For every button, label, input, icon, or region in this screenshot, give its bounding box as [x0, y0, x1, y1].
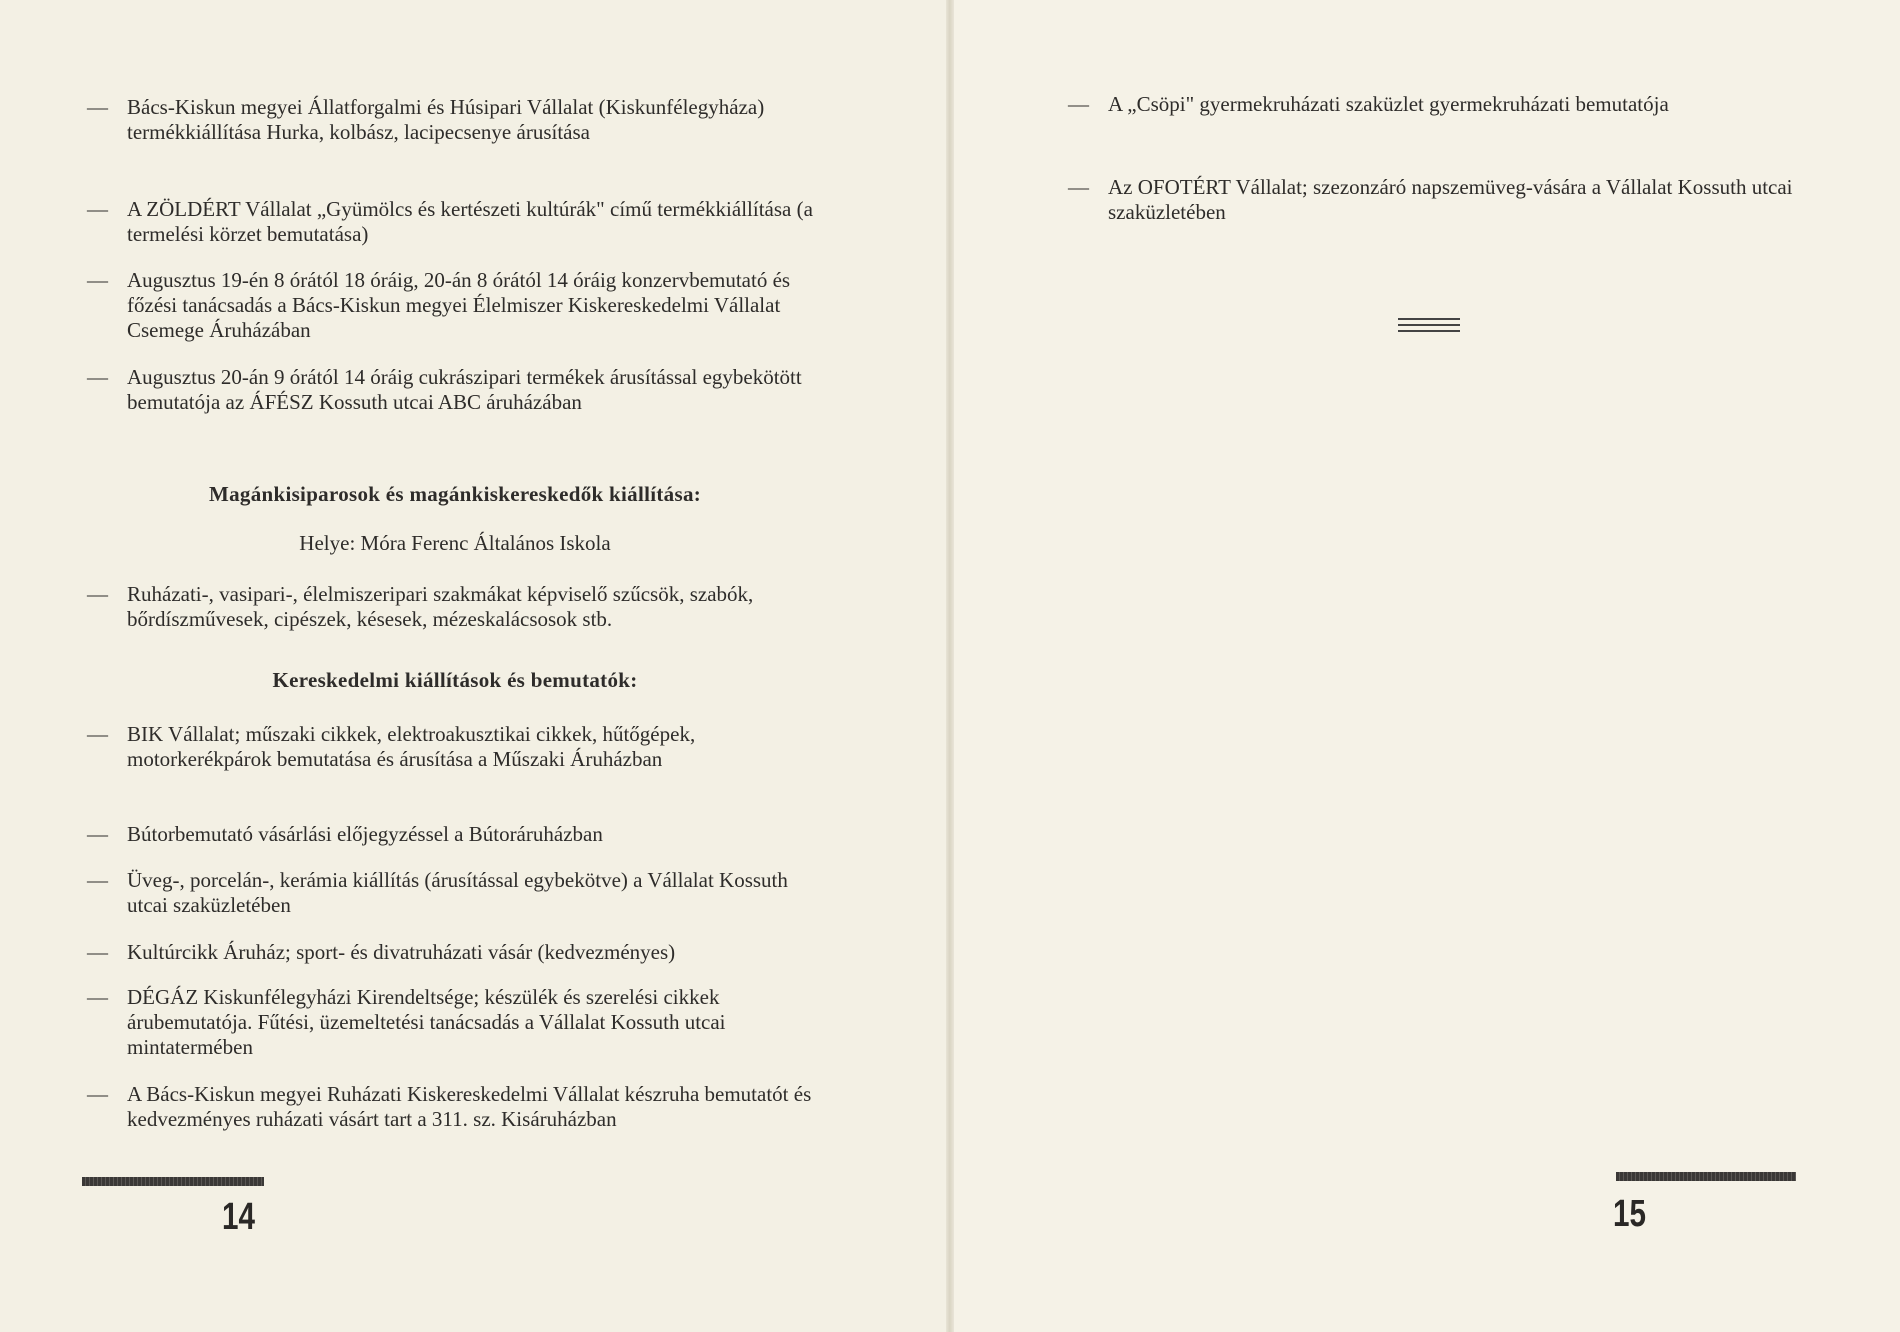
footer-rule	[82, 1177, 264, 1186]
item-dash: —	[87, 365, 108, 389]
item-dash: —	[87, 197, 108, 221]
list-item	[87, 197, 817, 247]
item-text: Augusztus 19-én 8 órától 18 óráig, 20-án 8 órától 14 óráig konzervbemutató és főzési tanácsadás a Bács-Kiskun megyei Élelmiszer Kiskereskedelmi Vállalat Csemege Áruházában	[127, 268, 791, 342]
item-dash: —	[1068, 175, 1089, 199]
item-dash: —	[87, 582, 108, 606]
list-item	[87, 365, 817, 415]
section-heading-trade: Kereskedelmi kiállítások és bemutatók:	[272, 668, 638, 692]
list-item	[87, 1082, 817, 1132]
item-dash: —	[87, 268, 108, 292]
item-text: Bútorbemutató vásárlási előjegyzéssel a Bútoráruházban	[127, 822, 603, 846]
item-dash: —	[87, 822, 108, 846]
item-dash: —	[87, 722, 108, 746]
list-item	[1068, 175, 1843, 225]
item-text: Az OFOTÉRT Vállalat; szezonzáró napszemüveg-vására a Vállalat Kossuth utcai szaküzletében	[1108, 175, 1793, 224]
item-text: A „Csöpi" gyermekruházati szaküzlet gyermekruházati bemutatója	[1108, 92, 1669, 116]
list-item	[87, 582, 817, 632]
list-item	[87, 985, 817, 1060]
item-text: DÉGÁZ Kiskunfélegyházi Kirendeltsége; készülék és szerelési cikkek árubemutatója. Fűtési, üzemeltetési tanácsadás a Vállalat Kossuth utcai mintatermében	[127, 985, 726, 1059]
item-dash: —	[1068, 92, 1089, 116]
page-number: 15	[1613, 1193, 1646, 1235]
item-text: Ruházati-, vasipari-, élelmiszeripari szakmákat képviselő szűcsök, szabók, bőrdíszművesek, cipészek, késesek, mézeskalácsosok stb.	[127, 582, 754, 631]
page-number: 14	[222, 1196, 255, 1238]
list-item	[87, 940, 817, 965]
list-item	[87, 822, 817, 847]
footer-rule	[1616, 1172, 1796, 1181]
item-text: Kultúrcikk Áruház; sport- és divatruházati vásár (kedvezményes)	[127, 940, 676, 964]
item-dash: —	[87, 940, 108, 964]
book-gutter	[946, 0, 954, 1332]
list-item	[87, 868, 817, 918]
item-text: BIK Vállalat; műszaki cikkek, elektroakusztikai cikkek, hűtőgépek, motorkerékpárok bemutatása és árusítása a Műszaki Áruházban	[127, 722, 696, 771]
item-text: Bács-Kiskun megyei Állatforgalmi és Húsipari Vállalat (Kiskunfélegyháza) termékkiállítása Hurka, kolbász, lacipecsenye árusítása	[127, 95, 765, 144]
section-heading-private: Magánkisiparosok és magánkiskereskedők kiállítása:	[208, 482, 702, 506]
item-dash: —	[87, 95, 108, 119]
item-text: Üveg-, porcelán-, kerámia kiállítás (árusítással egybekötve) a Vállalat Kossuth utcai szaküzletében	[127, 868, 788, 917]
item-text: A ZÖLDÉRT Vállalat „Gyümölcs és kertészeti kultúrák" című termékkiállítása (a termelési körzet bemutatása)	[127, 197, 813, 246]
separator-ornament	[1398, 318, 1460, 334]
list-item	[87, 722, 817, 772]
item-text: A Bács-Kiskun megyei Ruházati Kiskereskedelmi Vállalat készruha bemutatót és kedvezményes ruházati vásárt tart a 311. sz. Kisáruházban	[127, 1082, 812, 1131]
list-item	[87, 268, 817, 343]
item-dash: —	[87, 985, 108, 1009]
item-dash: —	[87, 868, 108, 892]
item-dash: —	[87, 1082, 108, 1106]
list-item	[87, 95, 817, 145]
list-item	[1068, 92, 1843, 117]
item-text: Augusztus 20-án 9 órától 14 óráig cukrászipari termékek árusítással egybekötött bemutatója az ÁFÉSZ Kossuth utcai ABC áruházában	[127, 365, 802, 414]
location-line: Helye: Móra Ferenc Általános Iskola	[299, 531, 611, 555]
